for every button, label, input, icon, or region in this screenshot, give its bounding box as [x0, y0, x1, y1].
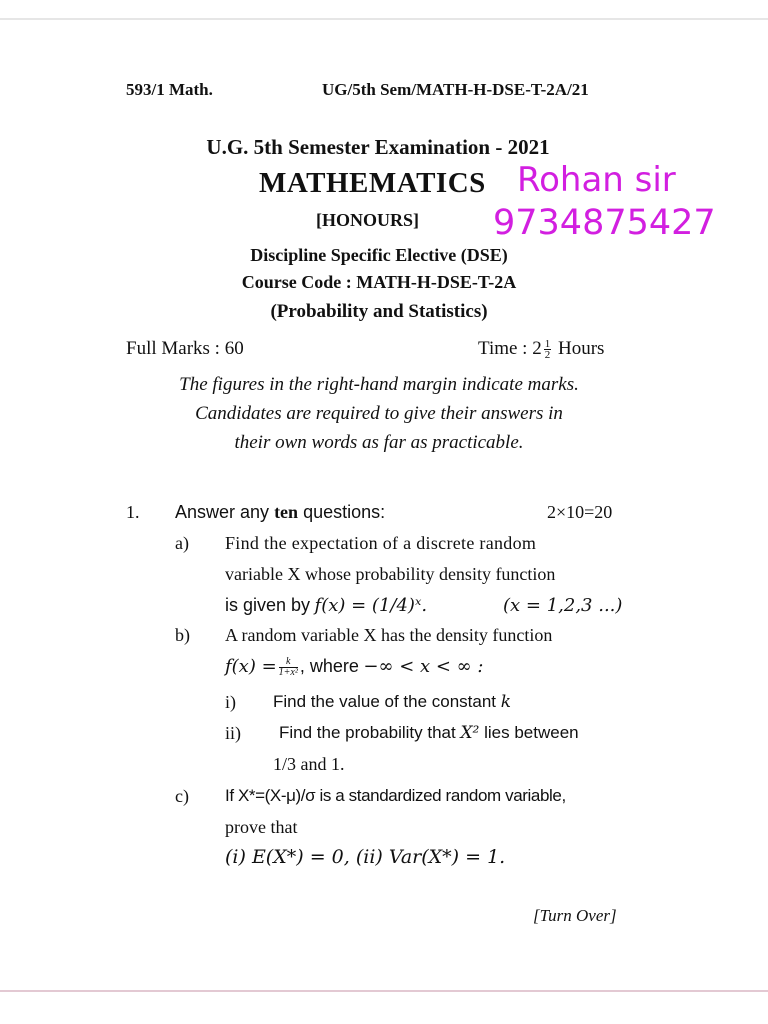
turn-over-note: [Turn Over] — [533, 906, 617, 925]
function-range: −∞ < x < ∞ : — [363, 656, 484, 677]
part-b-ii-text — [279, 723, 579, 743]
part-b-ii-label: ii) — [225, 723, 241, 743]
part-b-ii-line2: 1/3 and 1. — [273, 754, 345, 774]
instruction-line: their own words as far as practicable. — [234, 432, 524, 453]
time-suffix: Hours — [557, 338, 605, 359]
part-b-i-sentence: Find the value of the constant — [273, 692, 497, 711]
exam-title: U.G. 5th Semester Examination - 2021 — [206, 135, 550, 159]
discipline-label: Discipline Specific Elective (DSE) — [250, 245, 508, 265]
part-c-formula: (i) E(X*) = 0, (ii) Var(X*) = 1. — [225, 846, 506, 868]
bottom-border — [0, 990, 768, 992]
x-squared: X² — [460, 723, 480, 743]
subject-title: MATHEMATICS — [259, 167, 486, 199]
part-c-label: c) — [175, 786, 189, 806]
function-lhs: f(x) = — [225, 656, 277, 677]
part-b-i-text — [273, 692, 511, 712]
part-c-line: prove that — [225, 817, 298, 837]
time-prefix: Time : 2 — [478, 338, 542, 359]
prompt-post: questions: — [303, 502, 386, 522]
time-frac-num: 1 — [544, 338, 551, 351]
part-b-function — [225, 656, 483, 678]
level-label: [HONOURS] — [316, 210, 419, 230]
part-b-i-label: i) — [225, 692, 236, 712]
watermark-name: Rohan sir — [517, 160, 676, 200]
time-fraction — [544, 339, 552, 360]
function-where: , where — [299, 656, 359, 676]
time-frac-den: 2 — [544, 349, 551, 362]
question-number: 1. — [126, 502, 140, 522]
fraction-denominator: 1+x² — [278, 667, 298, 679]
part-b-label: b) — [175, 625, 190, 645]
instruction-line: Candidates are required to give their answers in — [195, 403, 563, 424]
part-b-ii-pre: Find the probability that — [279, 723, 456, 742]
paper-code: 593/1 Math. — [126, 80, 213, 99]
full-marks: Full Marks : 60 — [126, 338, 244, 359]
paper-title: (Probability and Statistics) — [270, 301, 488, 322]
prompt-bold: ten — [274, 502, 299, 522]
constant-k: k — [500, 692, 512, 712]
course-code: Course Code : MATH-H-DSE-T-2A — [241, 272, 517, 292]
question-marks: 2×10=20 — [547, 502, 613, 522]
question-prompt — [175, 502, 385, 523]
watermark-phone: 9734875427 — [493, 203, 716, 243]
part-a-given: is given by — [225, 595, 311, 615]
instruction-line: The figures in the right-hand margin indicate marks. — [179, 374, 579, 395]
exam-code: UG/5th Sem/MATH-H-DSE-T-2A/21 — [322, 80, 589, 99]
time-allowed — [478, 338, 604, 360]
part-c-line: If X*=(X-μ)/σ is a standardized random variable, — [225, 786, 566, 805]
function-fraction — [279, 657, 298, 678]
part-b-line: A random variable X has the density function — [225, 625, 553, 645]
part-a-line — [225, 595, 427, 616]
prompt-pre: Answer any — [175, 502, 270, 522]
part-a-line: variable X whose probability density function — [225, 564, 556, 584]
fraction-numerator: k — [279, 657, 298, 668]
part-a-pdf: f(x) = (1/4)ˣ. — [314, 595, 428, 616]
part-a-label: a) — [175, 533, 189, 553]
part-a-line: Find the expectation of a discrete random — [225, 533, 537, 553]
top-border — [0, 18, 768, 20]
part-b-ii-post: lies between — [484, 723, 579, 742]
part-a-range: (x = 1,2,3 ...) — [503, 595, 623, 616]
